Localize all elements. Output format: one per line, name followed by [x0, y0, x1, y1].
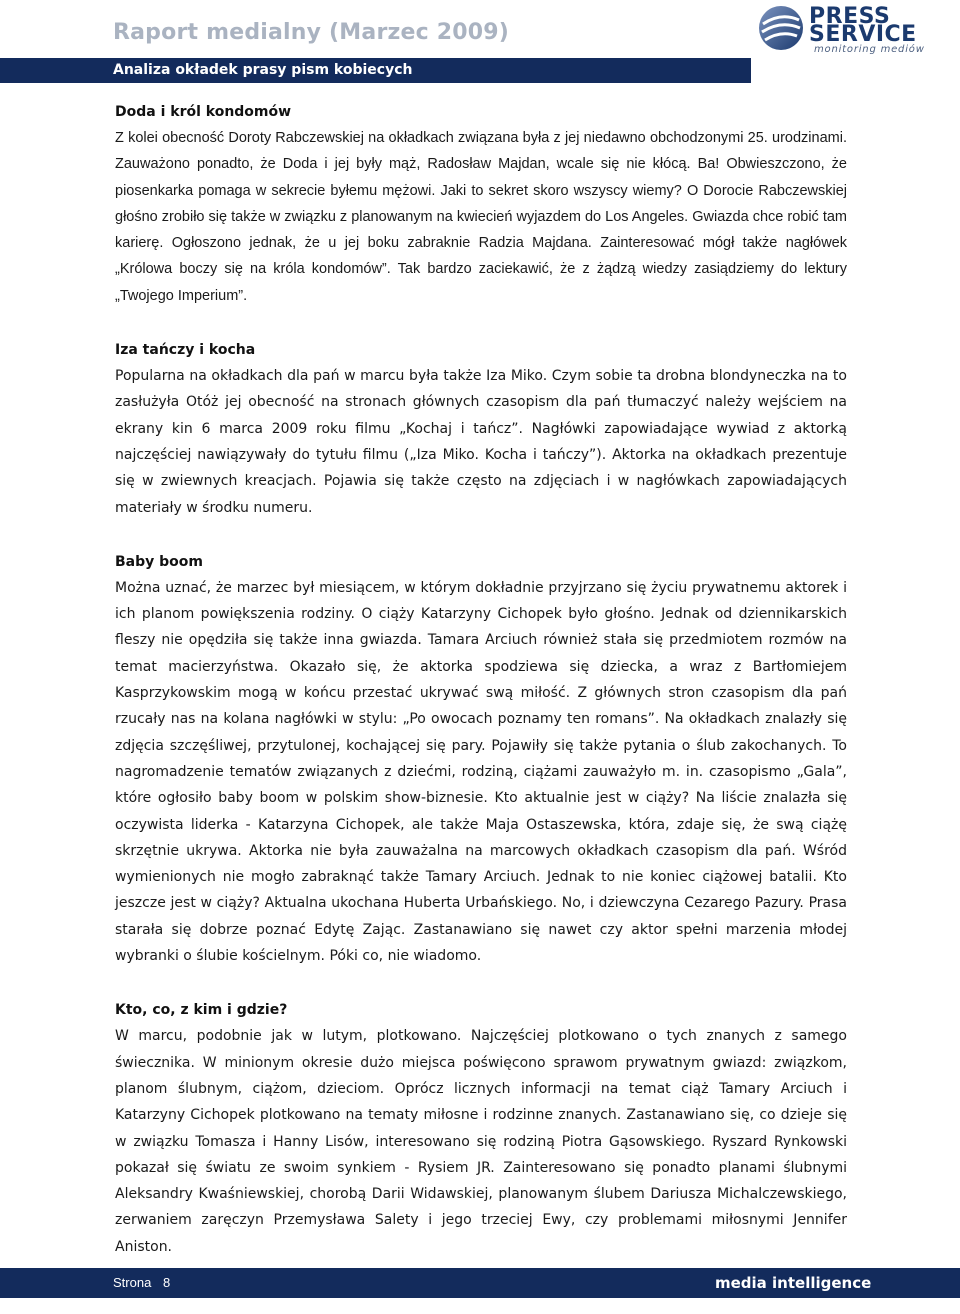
section-doda: [115, 99, 847, 309]
section-body: Popularna na okładkach dla pań w marcu była także Iza Miko. Czym sobie ta drobna blondyneczka na to zasłużyła Otóż jej obecność na stronach głównych czasopism dla pań tłumaczyć należy wejściem na ekrany kin 6 marca 2009 roku filmu „Kochaj i tańcz”. Nagłówki zapowiadające wywiad z aktorką najczęściej nawiązywały do tytułu filmu („Iza Miko. Kocha i tańczy”). Aktorka na okładkach prezentuje się w zwiewnych kreacjach. Pojawia się także często na zdjęciach i w nagłówkach zapowiadających materiały w środku numeru.: [115, 368, 847, 516]
section-heading: Doda i król kondomów: [115, 104, 292, 120]
page-header: [0, 0, 960, 86]
section-kto-co: [115, 997, 847, 1260]
logo-word-press: PRESS: [809, 4, 891, 29]
footer-tagline: media intelligence: [715, 1274, 872, 1292]
section-heading: Iza tańczy i kocha: [115, 342, 256, 359]
section-baby-boom: [115, 549, 847, 969]
header-bar: [0, 58, 751, 83]
report-content: [115, 99, 847, 1260]
section-body: Z kolei obecność Doroty Rabczewskiej na okładkach związana była z jej niedawno obchodzonymi 25. urodzinami. Zauważono ponadto, że Doda i jej były mąż, Radosław Majdan, wcale się nie kłócą. Ba! Obwieszczono, że piosenkarka pomaga w sekrecie byłemu mężowi. Jaki to sekret skoro wszyscy wiemy? O Dorocie Rabczewskiej głośno zrobiło się także w związku z planowanym na kwiecień wyjazdem do Los Angeles. Gwiazda chce robić tam karierę. Ogłoszono jednak, że u jej boku zabraknie Radzia Majdana. Zainteresować mógł także nagłówek „Królowa boczy się na króla kondomów”. Tak bardzo zaciekawić, że z żądzą wiedzy zasiądziemy do lektury „Twojego Imperium”.: [115, 130, 847, 304]
press-service-logo-icon: [757, 4, 805, 52]
page-number: 8: [163, 1275, 171, 1290]
page-label: Strona: [113, 1275, 152, 1290]
logo-tagline: monitoring mediów: [814, 44, 925, 55]
section-body: Można uznać, że marzec był miesiącem, w którym dokładnie przyjrzano się życiu prywatnemu aktorek i ich planom powiększenia rodziny. O ciąży Katarzyny Cichopek było głośno. Jednak od dziennikarskich fleszy nie opędziła się także inna gwiazda. Tamara Arciuch również stała się przedmiotem rozmów na temat macierzyństwa. Okazało się, że aktorka spodziewa się dziecka, a wraz z Bartłomiejem Kasprzykowskim mogą w końcu przestać ukrywać swą miłość. Z głównych stron czasopism dla pań rzucały nas na kolana nagłówki w stylu: „Po owocach poznamy ten romans”. Na okładkach znalazły się zdjęcia szczęśliwej, przytulonej, kochającej się pary. Pojawiły się także pytania o ślub zakochanych. To nagromadzenie tematów związanych z dziećmi, rodziną, ciążami zauważyło m. in. czasopismo „Gala”, które ogłosiło baby boom w polskim show-biznesie. Kto aktualnie jest w ciąży? Na liście znalazła się oczywista liderka - Katarzyna Cichopek, ale także Maja Ostaszewska, która, zdaje się, że swą ciążę skrzętnie ukrywa. Aktorka nie była zauważalna na marcowych okładkach czasopism dla pań. Wśród wymienionych nie mogło zabraknąć także Tamary Arciuch. Jednak to nie koniec ciążowej batalii. Kto jeszcze jest w ciąży? Aktualna ukochana Huberta Urbańskiego. No, i dziewczyna Cezarego Pazury. Prasa starała się dobrze poznać Edytę Zając. Zastanawiano się nawet czy aktor spełni marzenia młodej wybranki o ślubie kościelnym. Póki co, nie wiadomo.: [115, 579, 847, 965]
section-iza: [115, 337, 847, 521]
report-title: Raport medialny (Marzec 2009): [113, 20, 510, 45]
logo-word-service: SERVICE: [809, 22, 917, 47]
press-service-logo: [757, 2, 947, 58]
report-subtitle: Analiza okładek prasy pism kobiecych: [113, 62, 413, 78]
section-heading: Kto, co, z kim i gdzie?: [115, 1002, 288, 1019]
section-body: W marcu, podobnie jak w lutym, plotkowano. Najczęściej plotkowano o tych znanych z samego świecznika. W minionym okresie dużo miejsca poświęcono sprawom prywatnym gwiazd: związkom, planom ślubnym, ciążom, dzieciom. Oprócz licznych informacji na temat ciąż Tamary Arciuch i Katarzyny Cichopek plotkowano na tematy miłosne i rodzinne znanych. Zastanawiano się, co dzieje się w związku Tomasza i Hanny Lisów, interesowano się rodziną Piotra Gąsowskiego. Ryszard Rynkowski pokazał się światu ze swoim synkiem - Rysiem JR. Zainteresowano się ponadto planami ślubnymi Aleksandry Kwaśniewskiej, chorobą Darii Widawskiej, planowanym ślubem Dariusza Michalczewskiego, zerwaniem zaręczyn Przemysława Salety i jego trzeciej Ewy, czy problemami miłosnymi Jennifer Aniston.: [115, 1028, 847, 1255]
page-footer: [0, 1268, 960, 1298]
section-heading: Baby boom: [115, 553, 203, 570]
